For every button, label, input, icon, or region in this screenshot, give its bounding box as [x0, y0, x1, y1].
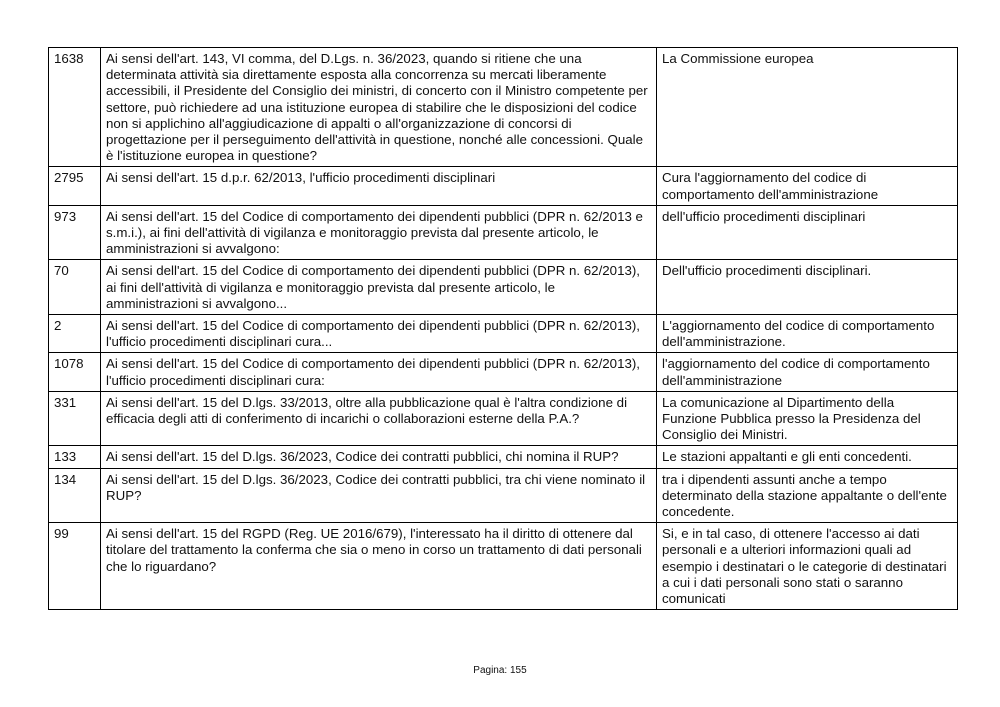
table-row: [49, 353, 958, 391]
question-text: Ai sensi dell'art. 143, VI comma, del D.Lgs. n. 36/2023, quando si ritiene che una determinata attività sia direttamente esposta alla concorrenza su mercati liberamente accessibili, il Presidente del Consiglio dei ministri, di concerto con il Ministro competente per settore, può richiedere ad una istituzione europea di stabilire che le disposizioni del codice non si applichino all'aggiudicazione di appalti o all'organizzazione di concorsi di progettazione per il perseguimento dell'attività in questione, nonché alle concessioni. Quale è l'istituzione europea in questione?: [101, 48, 657, 167]
question-id: 2795: [49, 167, 101, 205]
answer-text: La comunicazione al Dipartimento della Funzione Pubblica presso la Presidenza del Consiglio dei Ministri.: [657, 391, 958, 446]
question-id: 70: [49, 260, 101, 315]
answer-text: Le stazioni appaltanti e gli enti concedenti.: [657, 446, 958, 468]
table-row: [49, 391, 958, 446]
answer-text: L'aggiornamento del codice di comportamento dell'amministrazione.: [657, 315, 958, 353]
table-row: [49, 205, 958, 260]
question-id: 331: [49, 391, 101, 446]
answer-text: l'aggiornamento del codice di comportamento dell'amministrazione: [657, 353, 958, 391]
question-id: 1078: [49, 353, 101, 391]
question-text: Ai sensi dell'art. 15 del Codice di comportamento dei dipendenti pubblici (DPR n. 62/2013), ai fini dell'attività di vigilanza e monitoraggio prevista dal presente articolo, le amministrazioni si avvalgono...: [101, 260, 657, 315]
answer-text: Cura l'aggiornamento del codice di comportamento dell'amministrazione: [657, 167, 958, 205]
table-row: [49, 48, 958, 167]
table-row: [49, 315, 958, 353]
answer-text: Si, e in tal caso, di ottenere l'accesso ai dati personali e a ulteriori informazioni quali ad esempio i destinatari o le categorie di destinatari a cui i dati personali sono stati o saranno comunicati: [657, 523, 958, 610]
table-row: [49, 167, 958, 205]
question-text: Ai sensi dell'art. 15 del Codice di comportamento dei dipendenti pubblici (DPR n. 62/2013), l'ufficio procedimenti disciplinari cura:: [101, 353, 657, 391]
answer-text: La Commissione europea: [657, 48, 958, 167]
question-text: Ai sensi dell'art. 15 d.p.r. 62/2013, l'ufficio procedimenti disciplinari: [101, 167, 657, 205]
question-id: 134: [49, 468, 101, 523]
question-text: Ai sensi dell'art. 15 del Codice di comportamento dei dipendenti pubblici (DPR n. 62/2013), l'ufficio procedimenti disciplinari cura...: [101, 315, 657, 353]
page-number: Pagina: 155: [473, 665, 527, 676]
question-id: 1638: [49, 48, 101, 167]
table-row: [49, 523, 958, 610]
question-id: 2: [49, 315, 101, 353]
question-text: Ai sensi dell'art. 15 del D.lgs. 36/2023, Codice dei contratti pubblici, tra chi viene nominato il RUP?: [101, 468, 657, 523]
answer-text: Dell'ufficio procedimenti disciplinari.: [657, 260, 958, 315]
question-text: Ai sensi dell'art. 15 del D.lgs. 33/2013, oltre alla pubblicazione qual è l'altra condizione di efficacia degli atti di conferimento di incarichi o collaborazioni esterne della P.A.?: [101, 391, 657, 446]
table-row: [49, 446, 958, 468]
question-id: 133: [49, 446, 101, 468]
question-text: Ai sensi dell'art. 15 del Codice di comportamento dei dipendenti pubblici (DPR n. 62/2013 e s.m.i.), ai fini dell'attività di vigilanza e monitoraggio prevista dal presente articolo, le amministrazioni si avvalgono:: [101, 205, 657, 260]
table-row: [49, 468, 958, 523]
question-id: 99: [49, 523, 101, 610]
answer-text: tra i dipendenti assunti anche a tempo determinato della stazione appaltante o dell'ente concedente.: [657, 468, 958, 523]
answer-text: dell'ufficio procedimenti disciplinari: [657, 205, 958, 260]
table-row: [49, 260, 958, 315]
question-answer-table: [48, 47, 958, 610]
question-text: Ai sensi dell'art. 15 del D.lgs. 36/2023, Codice dei contratti pubblici, chi nomina il RUP?: [101, 446, 657, 468]
question-id: 973: [49, 205, 101, 260]
question-text: Ai sensi dell'art. 15 del RGPD (Reg. UE 2016/679), l'interessato ha il diritto di ottenere dal titolare del trattamento la conferma che sia o meno in corso un trattamento di dati personali che lo riguardano?: [101, 523, 657, 610]
